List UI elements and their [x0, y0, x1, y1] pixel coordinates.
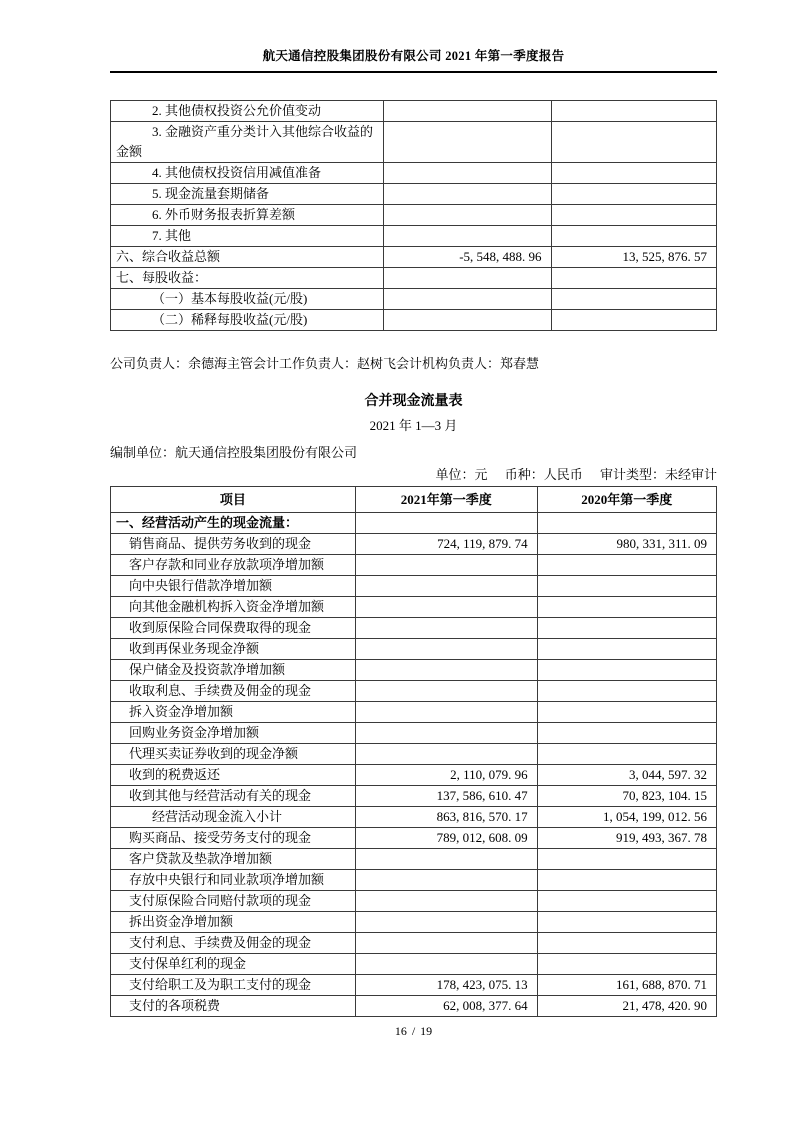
value-current-period: [355, 513, 537, 534]
table-row: [111, 597, 717, 618]
value-prior-period: [537, 597, 716, 618]
row-label: 3. 金融资产重分类计入其他综合收益的金额: [111, 122, 384, 163]
value-current-period: [383, 268, 551, 289]
row-label: 回购业务资金净增加额: [111, 723, 356, 744]
value-prior-period: [537, 660, 716, 681]
value-current-period: [383, 101, 551, 122]
table-row: [111, 226, 717, 247]
row-label: 收到原保险合同保费取得的现金: [111, 618, 356, 639]
row-label: 经营活动现金流入小计: [111, 807, 356, 828]
value-current-period: [383, 205, 551, 226]
row-label: 六、综合收益总额: [111, 247, 384, 268]
report-header-title: 航天通信控股集团股份有限公司 2021 年第一季度报告: [262, 49, 565, 63]
row-label: 6. 外币财务报表折算差额: [111, 205, 384, 226]
row-label: 支付的各项税费: [111, 996, 356, 1017]
value-current-period: 789, 012, 608. 09: [355, 828, 537, 849]
row-label: 支付保单红利的现金: [111, 954, 356, 975]
row-label: 拆出资金净增加额: [111, 912, 356, 933]
value-prior-period: 919, 493, 367. 78: [537, 828, 716, 849]
cash-flow-table-body: [111, 513, 717, 1017]
value-current-period: [355, 891, 537, 912]
comprehensive-income-table: [110, 100, 717, 331]
value-prior-period: [537, 891, 716, 912]
table-row: [111, 975, 717, 996]
table-row: [111, 289, 717, 310]
table-row: [111, 618, 717, 639]
table-row: [111, 310, 717, 331]
value-current-period: [355, 870, 537, 891]
unit-label: 单位：元: [435, 467, 488, 482]
value-prior-period: [537, 618, 716, 639]
value-prior-period: 21, 478, 420. 90: [537, 996, 716, 1017]
value-current-period: [355, 576, 537, 597]
value-prior-period: [537, 870, 716, 891]
row-label: 收取利息、手续费及佣金的现金: [111, 681, 356, 702]
table-row: [111, 954, 717, 975]
value-current-period: [383, 184, 551, 205]
value-prior-period: [551, 163, 716, 184]
row-label: 客户存款和同业存放款项净增加额: [111, 555, 356, 576]
row-label: 一、经营活动产生的现金流量：: [111, 513, 356, 534]
value-prior-period: [551, 101, 716, 122]
value-prior-period: 1, 054, 199, 012. 56: [537, 807, 716, 828]
row-label: 4. 其他债权投资信用减值准备: [111, 163, 384, 184]
value-current-period: [355, 618, 537, 639]
value-prior-period: [537, 639, 716, 660]
value-prior-period: [537, 954, 716, 975]
value-prior-period: 13, 525, 876. 57: [551, 247, 716, 268]
table-row: [111, 576, 717, 597]
value-current-period: -5, 548, 488. 96: [383, 247, 551, 268]
row-label: 收到其他与经营活动有关的现金: [111, 786, 356, 807]
value-prior-period: [537, 849, 716, 870]
table-row: [111, 247, 717, 268]
table-row: [111, 849, 717, 870]
col-header-item: 项目: [111, 487, 356, 513]
table-row: [111, 786, 717, 807]
value-prior-period: 70, 823, 104. 15: [537, 786, 716, 807]
col-header-2021-q1: 2021年第一季度: [355, 487, 537, 513]
value-prior-period: [537, 744, 716, 765]
prepared-by-line: 编制单位：航天通信控股集团股份有限公司: [110, 445, 358, 460]
row-label: 5. 现金流量套期储备: [111, 184, 384, 205]
value-current-period: [355, 702, 537, 723]
value-prior-period: 980, 331, 311. 09: [537, 534, 716, 555]
row-label: 支付原保险合同赔付款项的现金: [111, 891, 356, 912]
table-row: [111, 765, 717, 786]
row-label: 存放中央银行和同业款项净增加额: [111, 870, 356, 891]
statement-meta-line: [110, 464, 717, 483]
table-row: [111, 828, 717, 849]
value-current-period: 724, 119, 879. 74: [355, 534, 537, 555]
value-current-period: [383, 289, 551, 310]
value-prior-period: [537, 912, 716, 933]
row-label: 拆入资金净增加额: [111, 702, 356, 723]
value-prior-period: [537, 933, 716, 954]
page-current: 16: [394, 1024, 407, 1038]
cash-flow-table-header: [111, 487, 717, 513]
table-row: [111, 891, 717, 912]
table-row: [111, 639, 717, 660]
value-current-period: 178, 423, 075. 13: [355, 975, 537, 996]
row-label: 代理买卖证券收到的现金净额: [111, 744, 356, 765]
value-current-period: [355, 555, 537, 576]
value-current-period: [355, 597, 537, 618]
value-current-period: [355, 912, 537, 933]
row-label: 收到的税费返还: [111, 765, 356, 786]
value-current-period: [383, 310, 551, 331]
table-row: [111, 163, 717, 184]
value-prior-period: [551, 205, 716, 226]
table-row: [111, 807, 717, 828]
value-current-period: 62, 008, 377. 64: [355, 996, 537, 1017]
row-label: 七、每股收益：: [111, 268, 384, 289]
table-row: [111, 744, 717, 765]
value-prior-period: [551, 289, 716, 310]
row-label: 销售商品、提供劳务收到的现金: [111, 534, 356, 555]
table-row: [111, 268, 717, 289]
row-label: 收到再保业务现金净额: [111, 639, 356, 660]
table-row: [111, 660, 717, 681]
company-head-label: 公司负责人：余德海: [110, 356, 228, 371]
page-number: [110, 1024, 717, 1039]
value-current-period: 2, 110, 079. 96: [355, 765, 537, 786]
table-row: [111, 555, 717, 576]
currency-label: 币种：人民币: [504, 467, 583, 482]
audit-type-label: 审计类型：未经审计: [599, 467, 717, 482]
row-label: （一）基本每股收益(元/股): [111, 289, 384, 310]
value-current-period: [355, 681, 537, 702]
header-row: [111, 487, 717, 513]
table-row: [111, 122, 717, 163]
value-current-period: 137, 586, 610. 47: [355, 786, 537, 807]
statement-period: 2021 年 1—3 月: [369, 418, 458, 433]
row-label: 保户储金及投资款净增加额: [111, 660, 356, 681]
value-current-period: [383, 163, 551, 184]
value-prior-period: [551, 268, 716, 289]
col-header-2020-q1: 2020年第一季度: [537, 487, 716, 513]
accounting-work-head-label: 主管会计工作负责人：赵树飞: [227, 356, 397, 371]
signatories-line: [110, 353, 717, 372]
table-row: [111, 702, 717, 723]
value-prior-period: [537, 681, 716, 702]
table-row: [111, 723, 717, 744]
comprehensive-income-table-body: [111, 101, 717, 331]
value-prior-period: [537, 513, 716, 534]
value-current-period: [355, 849, 537, 870]
value-prior-period: [537, 723, 716, 744]
value-prior-period: [551, 226, 716, 247]
table-row: [111, 205, 717, 226]
value-prior-period: 3, 044, 597. 32: [537, 765, 716, 786]
page-separator: /: [411, 1024, 416, 1038]
table-row: [111, 184, 717, 205]
value-current-period: [355, 639, 537, 660]
table-row: [111, 996, 717, 1017]
row-label: 2. 其他债权投资公允价值变动: [111, 101, 384, 122]
accounting-org-head-label: 会计机构负责人：郑春慧: [396, 356, 540, 371]
row-label: （二）稀释每股收益(元/股): [111, 310, 384, 331]
value-current-period: [355, 723, 537, 744]
table-row: [111, 681, 717, 702]
table-row: [111, 933, 717, 954]
row-label: 支付利息、手续费及佣金的现金: [111, 933, 356, 954]
row-label: 7. 其他: [111, 226, 384, 247]
value-prior-period: [537, 555, 716, 576]
cash-flow-table: [110, 486, 717, 1017]
value-current-period: [355, 954, 537, 975]
value-current-period: [355, 660, 537, 681]
table-row: [111, 870, 717, 891]
value-current-period: [383, 122, 551, 163]
value-prior-period: [551, 184, 716, 205]
report-header: [110, 46, 717, 73]
value-prior-period: [551, 310, 716, 331]
row-label: 向中央银行借款净增加额: [111, 576, 356, 597]
value-prior-period: 161, 688, 870. 71: [537, 975, 716, 996]
value-prior-period: [537, 576, 716, 597]
table-row: [111, 912, 717, 933]
table-row: [111, 101, 717, 122]
value-current-period: [355, 933, 537, 954]
value-prior-period: [551, 122, 716, 163]
table-row: [111, 513, 717, 534]
value-current-period: [355, 744, 537, 765]
row-label: 购买商品、接受劳务支付的现金: [111, 828, 356, 849]
value-current-period: 863, 816, 570. 17: [355, 807, 537, 828]
row-label: 支付给职工及为职工支付的现金: [111, 975, 356, 996]
row-label: 客户贷款及垫款净增加额: [111, 849, 356, 870]
value-current-period: [383, 226, 551, 247]
page-total: 19: [420, 1024, 433, 1038]
row-label: 向其他金融机构拆入资金净增加额: [111, 597, 356, 618]
table-row: [111, 534, 717, 555]
value-prior-period: [537, 702, 716, 723]
statement-title: 合并现金流量表: [364, 394, 463, 409]
